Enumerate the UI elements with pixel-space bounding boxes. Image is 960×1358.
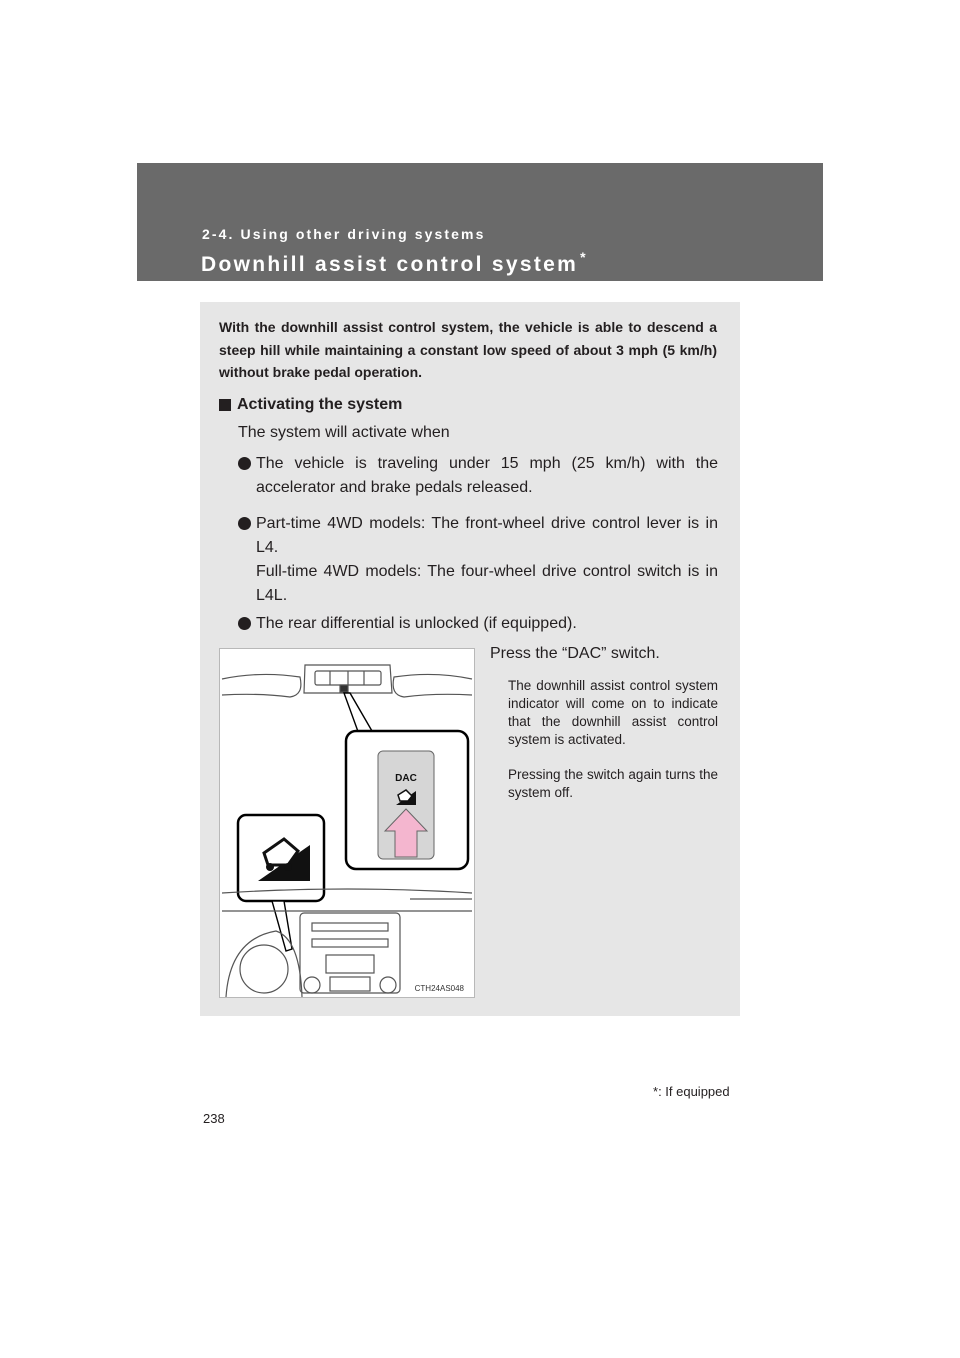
condition-item (238, 452, 718, 500)
indicator-pointer (272, 901, 292, 951)
subheading-text: Activating the system (237, 396, 403, 413)
square-bullet-icon (219, 399, 231, 411)
subheading (219, 396, 402, 414)
page-number: 238 (203, 1111, 225, 1126)
step-note: Pressing the switch again turns the system off. (508, 767, 718, 800)
footnote (653, 1084, 730, 1099)
condition-text: The vehicle is traveling under 15 mph (25 km/h) with the accelerator and brake pedals released. (256, 455, 718, 496)
dac-switch-label: DAC (395, 773, 417, 784)
footnote-mark: * (653, 1084, 659, 1099)
dashboard-drawing (220, 649, 474, 997)
step-note: The downhill assist control system indicator will come on to indicate that the downhill assist control system is activated. (508, 678, 718, 747)
figure-code: CTH24AS048 (414, 984, 464, 993)
condition-text: Full-time 4WD models: The four-wheel drive control switch is in L4L. (256, 563, 718, 604)
condition-item (238, 512, 718, 608)
bullet-dot-icon (238, 617, 251, 630)
title-asterisk: * (580, 249, 588, 265)
page-title-text: Downhill assist control system (201, 253, 579, 276)
intro-paragraph: With the downhill assist control system, the vehicle is able to descend a steep hill while maintaining a constant low speed of about 3 mph (5 km/h) without brake pedal operation. (219, 319, 717, 380)
lead-text: The system will activate when (238, 424, 450, 441)
condition-text: The rear differential is unlocked (if equipped). (256, 615, 577, 632)
footnote-text: : If equipped (658, 1084, 730, 1099)
bullet-dot-icon (238, 517, 251, 530)
bullet-dot-icon (238, 457, 251, 470)
step-instruction: Press the “DAC” switch. (490, 645, 660, 662)
condition-item (238, 612, 718, 636)
section-label: 2-4. Using other driving systems (202, 226, 486, 242)
condition-text: Part-time 4WD models: The front-wheel drive control lever is in L4. (256, 515, 718, 556)
page-title (201, 249, 588, 277)
dashboard-illustration (219, 648, 475, 998)
